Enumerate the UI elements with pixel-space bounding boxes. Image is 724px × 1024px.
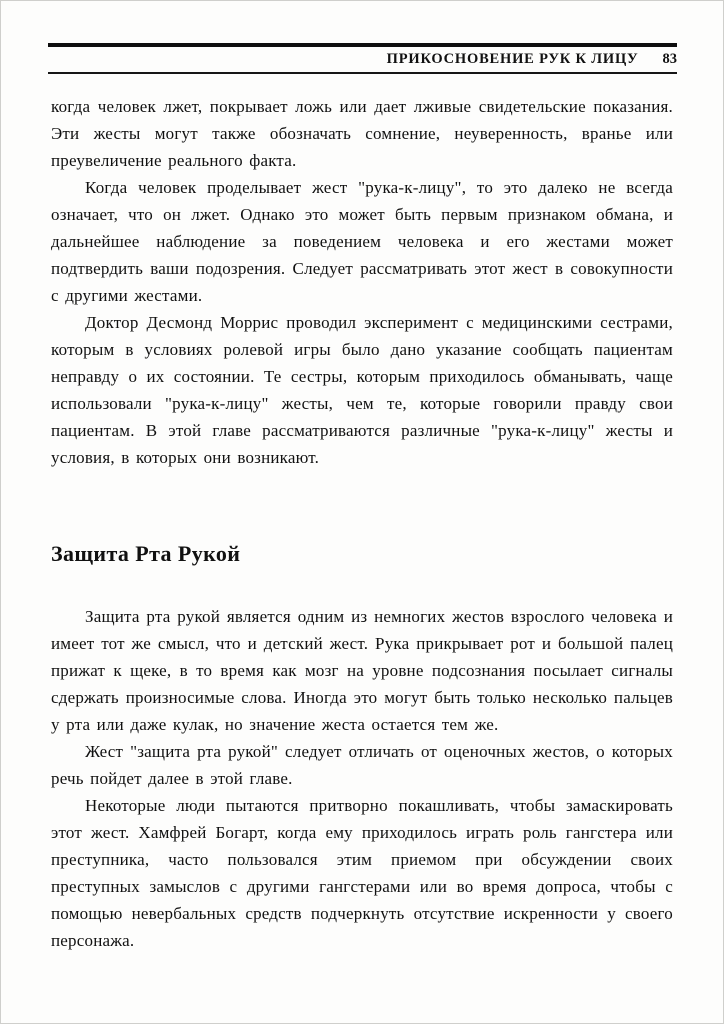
running-header [48, 51, 677, 68]
header-rule-thin [48, 72, 677, 74]
page-number: 83 [662, 51, 677, 67]
paragraph: Некоторые люди пытаются притворно покашливать, чтобы замаскировать этот жест. Хамфрей Богарт, когда ему приходилось играть роль гангстера или преступника, часто пользовался этим приемом при обсуждении своих преступных замыслов с другими гангстерами или во время допроса, чтобы с помощью невербальных средств подчеркнуть отсутствие искренности у своего персонажа. [51, 796, 673, 950]
paragraph: Когда человек проделывает жест "рука-к-лицу", то это далеко не всегда означает, что он лжет. Однако это может быть первым признаком обмана, и дальнейшее наблюдение за поведением человека и его жестами может подтвердить ваши подозрения. Следует рассматривать этот жест в совокупности с другими жестами. [51, 178, 673, 305]
paragraph: Жест "защита рта рукой" следует отличать от оценочных жестов, о которых речь пойдет далее в этой главе. [51, 742, 673, 788]
paragraph: Защита рта рукой является одним из немногих жестов взрослого человека и имеет тот же смысл, что и детский жест. Рука прикрывает рот и большой палец прижат к щеке, в то время как мозг на уровне подсознания посылает сигналы сдержать произносимые слова. Иногда это могут быть только несколько пальцев у рта или даже кулак, но значение жеста остается тем же. [51, 607, 673, 734]
paragraph: когда человек лжет, покрывает ложь или дает лживые свидетельские показания. Эти жесты могут также обозначать сомнение, неуверенность, вранье или преувеличение реального факта. [51, 97, 673, 170]
section-heading: Защита Рта Рукой [51, 541, 241, 566]
page-body-text [51, 93, 673, 954]
chapter-title: ПРИКОСНОВЕНИЕ РУК К ЛИЦУ [386, 51, 639, 67]
paragraph: Доктор Десмонд Моррис проводил эксперимент с медицинскими сестрами, которым в условиях ролевой игры было дано указание сообщать пациентам неправду о их состоянии. Те сестры, которым приходилось обманывать, чаще использовали "рука-к-лицу" жесты, чем те, которые говорили правду свои пациентам. В этой главе рассматриваются различные "рука-к-лицу" жесты и условия, в которых они возникают. [51, 313, 673, 467]
header-rule-thick [48, 43, 677, 47]
